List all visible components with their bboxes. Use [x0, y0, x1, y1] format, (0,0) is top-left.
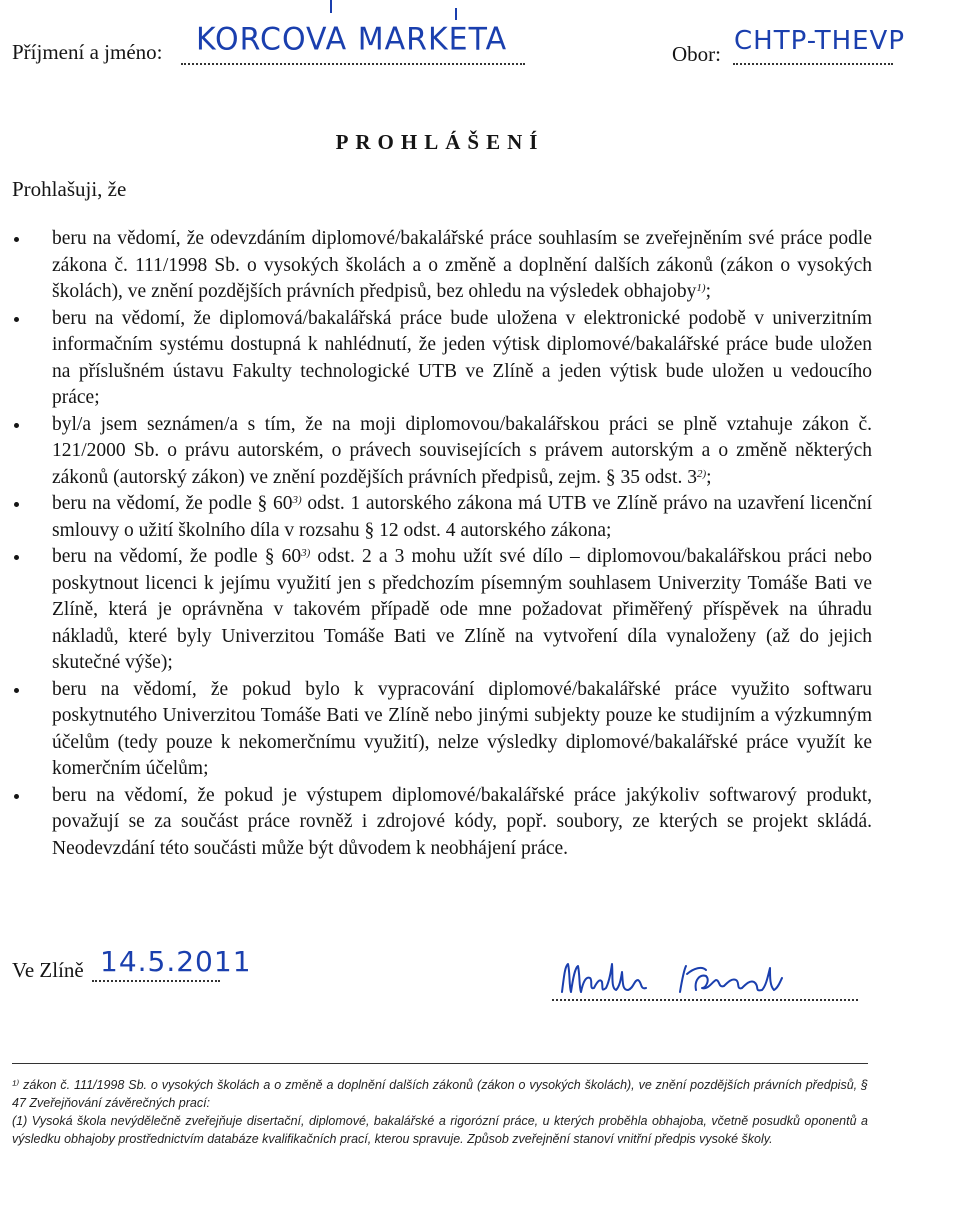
- name-label: Příjmení a jméno:: [12, 40, 163, 64]
- item-text-end: ;: [706, 466, 712, 488]
- footnote-ref: 3): [301, 547, 311, 559]
- item-text: beru na vědomí, že diplomová/bakalářská práce bude uložena v elektronické podobě v univerzitním informačním systému dostupná k nahlédnutí, že jeden výtisk diplomové/bakalářské práce bude uložen na příslušném ústavu Fakulty technologické UTB ve Zlíně a jeden výtisk bude uložen u vedoucího práce;: [52, 307, 872, 408]
- item-text-end: odst. 2 a 3 mohu užít své dílo – diplomovou/bakalářskou práci nebo poskytnout licenci k jejímu využití jen s předchozím písemným souhlasem Univerzity Tomáše Bati ve Zlíně, která je oprávněna v takovém případě ode mne požadovat přiměřený příspěvek na úhradu nákladů, které byly Univerzitou Tomáše Bati ve Zlíně na vytvoření díla vynaloženy (až do jejich skutečné výše);: [52, 546, 872, 673]
- field-dotted-line: [733, 62, 893, 65]
- declaration-item: [12, 491, 872, 544]
- declaration-item: [12, 783, 872, 863]
- declaration-item: [12, 226, 872, 306]
- place-label: Ve Zlíně: [12, 958, 84, 982]
- item-text: beru na vědomí, že podle § 60: [52, 493, 293, 514]
- footnotes: [12, 1076, 868, 1148]
- item-text-end: odst. 1 autorského zákona má UTB ve Zlíně právo na uzavření licenční smlouvy o užití školního díla v rozsahu § 12 odst. 4 autorského zákona;: [52, 493, 872, 541]
- declaration-item: [12, 544, 872, 677]
- footnote-1-paragraph: (1) Vysoká škola nevýdělečně zveřejňuje disertační, diplomové, bakalářské a rigorózní práce, u kterých proběhla obhajoba, včetně posudků oponentů a výsledku obhajoby prostřednictvím databáze kvalifikačních prací, kterou spravuje. Způsob zveřejnění stanoví vnitřní předpis vysoké školy.: [12, 1114, 868, 1146]
- item-text: beru na vědomí, že odevzdáním diplomové/bakalářské práce souhlasím se zveřejněním své práce podle zákona č. 111/1998 Sb. o vysokých školách a o změně a doplnění dalších zákonů (zákon o vysokých školách), ve znění pozdějších právních předpisů, bez ohledu na výsledek obhajoby: [52, 228, 872, 302]
- signature-dotted-line: [552, 998, 858, 1001]
- date-dotted-line: [92, 979, 220, 982]
- name-handwritten-value: KORCOVA MARKETA: [196, 21, 508, 58]
- footnote-ref: 3): [292, 494, 302, 506]
- accent-mark: [455, 8, 457, 20]
- name-dotted-line: [181, 62, 525, 65]
- field-label: Obor:: [672, 42, 721, 66]
- field-handwritten-value: CHTP-THEVP: [734, 26, 906, 56]
- item-text: beru na vědomí, že pokud bylo k vypracování diplomové/bakalářské práce využito softwaru poskytnutého Univerzitou Tomáše Bati ve Zlíně nebo jinými subjekty pouze ke studijním a výzkumným účelům (tedy pouze k nekomerčnímu využití), nelze výsledky diplomové/bakalářské práce využít ke komerčním účelům;: [52, 678, 872, 779]
- item-text: beru na vědomí, že podle § 60: [52, 546, 302, 567]
- item-text: beru na vědomí, že pokud je výstupem diplomové/bakalářské práce jakýkoliv softwarový produkt, považují se za součást práce rovněž i zdrojové kódy, popř. soubory, ze kterých se projekt skládá. Neodevzdání této součásti může být důvodem k neobhájení práce.: [52, 784, 872, 859]
- document-title: PROHLÁŠENÍ: [335, 130, 545, 154]
- declaration-item: [12, 677, 872, 783]
- declaration-item: [12, 306, 872, 412]
- signature-icon: [556, 952, 816, 1002]
- date-handwritten-value: 14.5.2011: [100, 945, 252, 978]
- footnote-ref: 2): [696, 467, 707, 480]
- footnote-ref: 1): [696, 282, 706, 294]
- footnote-1: ¹⁾ zákon č. 111/1998 Sb. o vysokých školách a o změně a doplnění dalších zákonů (zákon o vysokých školách), ve znění pozdějších právních předpisů, § 47 Zveřejňování závěrečných prací:: [12, 1078, 868, 1110]
- accent-mark: [330, 0, 332, 13]
- item-text: byl/a jsem seznámen/a s tím, že na moji diplomovou/bakalářskou práci se plně vztahuje zákon č. 121/2000 Sb. o právu autorském, o právech souvisejících s právem autorským a o změně některých zákonů (autorský zákon) ve znění pozdějších právních předpisů, zejm. § 35 odst. 3: [52, 413, 872, 488]
- item-text-end: ;: [705, 281, 711, 302]
- declaration-list: [12, 226, 872, 862]
- intro-text: Prohlašuji, že: [12, 177, 127, 201]
- declaration-item: [12, 412, 872, 492]
- footnote-divider: [12, 1063, 868, 1064]
